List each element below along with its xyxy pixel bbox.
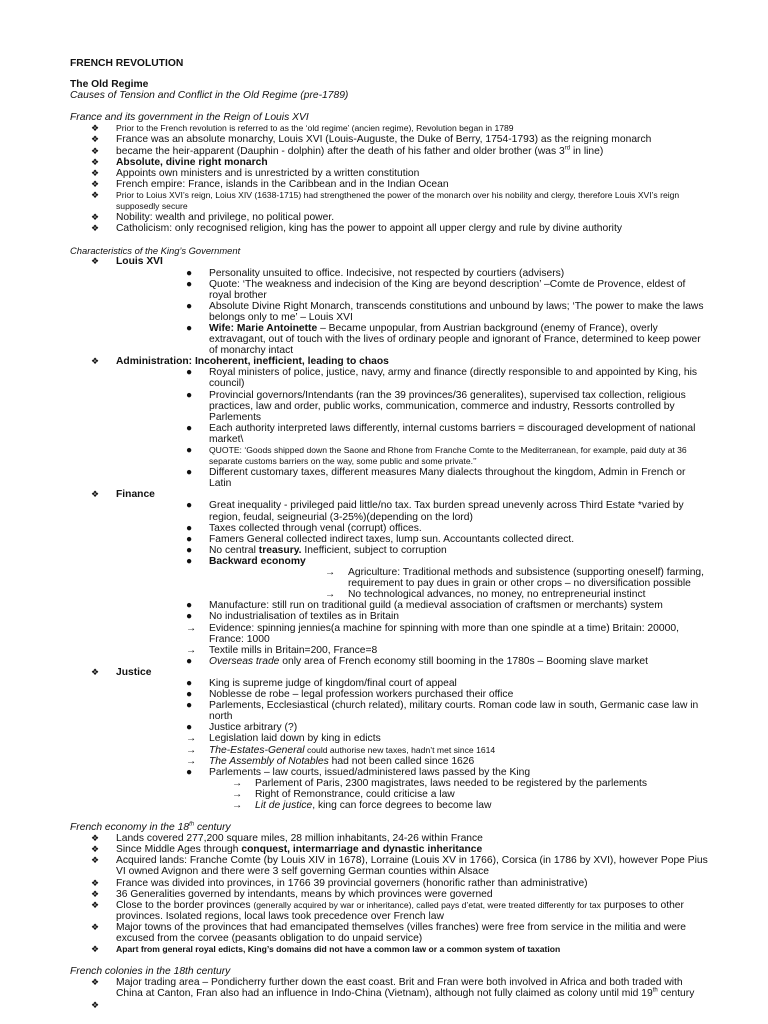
list-item: ❖ Lands covered 277,200 square miles, 28 million inhabitants, 24-26 within France — [91, 833, 483, 845]
list-item: ● Noblesse de robe – legal profession workers purchased their office — [186, 689, 514, 701]
diamond-bullet-icon: ❖ — [91, 921, 100, 932]
dot-bullet-icon: ● — [186, 555, 193, 567]
list-item: ● Royal ministers of police, justice, navy, army and finance (directly responsible to and appointed by King, his council) — [186, 367, 698, 390]
dot-bullet-icon: ● — [186, 611, 193, 623]
diamond-bullet-icon: ❖ — [91, 189, 100, 200]
list-item: ● Famers General collected indirect taxes, lump sun. Accountants collected direct. — [186, 533, 575, 545]
list-item: ❖ Major towns of the provinces that had emancipated themselves (villes franches) were free from service in the militia and were excused from the corvee (peasants obligation to do unpaid service) — [91, 921, 687, 945]
list-item: ❖ France was divided into provinces, in 1766 39 provincial governers (honorific rather than administrative) — [91, 877, 588, 889]
dot-bullet-icon: ● — [186, 445, 193, 456]
list-item: → Parlement of Paris, 2300 magistrates, laws needed to be registered by the parlements — [232, 777, 648, 789]
list-item: → Agriculture: Traditional methods and subsistence (supporting oneself) farming, requirement to pay dues in grain or other crops – no diversification possible — [325, 567, 705, 590]
list-item: ❖ Finance ● Great inequality - privileged paid little/no tax. Tax burden spread unevenly across Third Estate *varied by region, feudal, seigneurial (3-25%)(depending on the lord) ● Taxes collected through venal (corrupt) offices. ● Famers General collected indirect taxes, lump sun. Accountants collected direct. ● No central treasury. Inefficient, subject to corruption ● Backward economy → Agriculture: Traditional methods and subsistence (supporting oneself) farming, requirement to pay dues in grain or other crops – no diversification possible → No technological advances, no money, no entrepreneurial instinct ● Manufacture: still run on traditional guild (a medieval association of craftsmen or merchants) system ● No industrialisation of textiles as in Britain → Evidence: spinning jennies(a machine for spinning with more than one spindle at a time) Britain: 20000, France: 1000 → Textile mills in Britain=200, France=8 ● Overseas trade only area of French economy still booming in the 1780s – Booming slave market — [70, 489, 710, 667]
diamond-bullet-icon: ❖ — [91, 167, 100, 178]
diamond-bullet-icon: ❖ — [91, 212, 100, 223]
arrow-bullet-icon: → — [232, 788, 243, 800]
arrow-bullet-icon: → — [186, 644, 197, 656]
list-item — [70, 1000, 710, 1011]
diamond-bullet-icon: ❖ — [91, 944, 100, 955]
arrow-bullet-icon: → — [186, 622, 197, 634]
diamond-bullet-icon: ❖ — [91, 156, 100, 167]
arrow-bullet-icon: → — [186, 733, 197, 745]
diamond-bullet-icon: ❖ — [91, 134, 100, 145]
list-item: ❖ French empire: France, islands in the Caribbean and in the Indian Ocean — [91, 178, 449, 190]
list-item: ● Backward economy → Agriculture: Traditional methods and subsistence (supporting oneself) farming, requirement to pay dues in grain or other crops – no diversification possible → No technological advances, no money, no entrepreneurial instinct — [116, 556, 710, 600]
dot-bullet-icon: ● — [186, 267, 193, 279]
list-item: ● Provincial governors/Intendants (ran the 39 provinces/36 generalites), supervised tax collection, religious practices, law and order, public works, communication, commerce and industry, Ressorts controlled by Parlements — [186, 389, 686, 423]
list-item: ❖ Justice ● King is supreme judge of kingdom/final court of appeal ● Noblesse de robe – legal profession workers purchased their office ● Parlements, Ecclesiastical (church related), military courts. Roman code law in south, Germanic case law in north ● Justice arbitrary (?) → Legislation laid down by king in edicts → The-Estates-General could authorise new taxes, hadn’t met since 1614 → The Assembly of Notables had not been called since 1626 ● Parlements – law courts, issued/administered laws passed by the King → Parlement of Paris, 2300 magistrates, laws needed to be registered by the parlements → Right of Remonstrance, could criticise a law → Lit de justice, king can force degrees to become law — [70, 667, 710, 811]
list-item: ❖ Administration: Incoherent, inefficient, leading to chaos ● Royal ministers of police, justice, navy, army and finance (directly responsible to and appointed by King, his council) ● Provincial governors/Intendants (ran the 39 provinces/36 generalites), supervised tax collection, religious practices, law and order, public works, communication, commerce and industry, Ressorts controlled by Parlements ● Each authority interpreted laws differently, internal customs barriers = discouraged development of national market\ ● QUOTE: ‘Goods shipped down the Saone and Rhone from Franche Comte to the Mediterranean, for example, paid duty at 36 separate customs barriers on the way, some public and some private.’’ ● Different customary taxes, different measures Many dialects throughout the kingdom, Admin in French or Latin — [70, 356, 710, 489]
list-item: → Textile mills in Britain=200, France=8 — [186, 644, 378, 656]
dot-bullet-icon: ● — [186, 500, 193, 512]
bullet-list — [70, 123, 710, 234]
dot-bullet-icon: ● — [186, 544, 193, 556]
list-item: ❖ France was an absolute monarchy, Louis XVI (Louis-Auguste, the Duke of Berry, 1754-1793) as the reigning monarch — [91, 134, 652, 146]
subsection-title: Characteristics of the King’s Government — [70, 245, 241, 257]
list-item: ❖ Close to the border provinces (generally acquired by war or inheritance), called pays d’etat, were treated differently for tax purposes to other provinces. Isolated regions, local laws took precedence over French law — [91, 899, 684, 922]
list-item: ● Overseas trade only area of French economy still booming in the 1780s – Booming slave market — [186, 655, 648, 667]
list-item: ❖ Acquired lands: Franche Comte (by Louis XIV in 1678), Lorraine (Louis XV in 1766), Corsica (in 1786 by XVI), however Pope Pius VI owned Avignon and there were 3 self governing German counties within Alsace — [91, 855, 708, 878]
list-item: ● Different customary taxes, different measures Many dialects throughout the kingdom, Admin in French or Latin — [186, 467, 686, 490]
list-item: ❖ Since Middle Ages through conquest, intermarriage and dynastic inheritance — [91, 844, 483, 856]
list-item: → Legislation laid down by king in edicts — [186, 733, 381, 745]
list-item: → The Assembly of Notables had not been called since 1626 — [186, 755, 475, 767]
list-item: → No technological advances, no money, no entrepreneurial instinct — [325, 589, 646, 601]
list-item: ● Quote: ‘The weakness and indecision of the King are beyond description’ –Comte de Provence, eldest of royal brother — [186, 278, 686, 301]
subsection-title: France and its government in the Reign of Louis XVI — [70, 112, 309, 124]
bullet-list — [70, 833, 710, 955]
list-item: ❖ became the heir-apparent (Dauphin - dolphin) after the death of his father and older brother (was 3rd in line) — [91, 145, 604, 157]
dot-bullet-icon: ● — [186, 689, 193, 701]
dot-bullet-icon: ● — [186, 655, 193, 667]
list-item: ❖ 36 Generalities governed by intendants, means by which provinces were governed — [91, 888, 493, 900]
dot-bullet-icon: ● — [186, 766, 193, 778]
list-item: ● Parlements, Ecclesiastical (church related), military courts. Roman code law in south, Germanic case law in north — [186, 700, 699, 723]
arrow-bullet-icon: → — [232, 800, 243, 811]
diamond-bullet-icon: ❖ — [91, 666, 100, 677]
dot-bullet-icon: ● — [186, 522, 193, 534]
arrow-bullet-icon: → — [186, 744, 197, 756]
diamond-bullet-icon: ❖ — [91, 145, 100, 156]
bullet-list — [70, 256, 710, 811]
arrow-bullet-icon: → — [325, 567, 336, 579]
subsection-title: French colonies in the 18th century — [70, 966, 231, 978]
diamond-bullet-icon: ❖ — [91, 888, 100, 899]
diamond-bullet-icon: ❖ — [91, 999, 100, 1010]
list-item: ● Manufacture: still run on traditional guild (a medieval association of craftsmen or merchants) system — [186, 600, 663, 612]
dot-bullet-icon: ● — [186, 600, 193, 612]
dot-bullet-icon: ● — [186, 467, 193, 479]
diamond-bullet-icon: ❖ — [91, 489, 100, 500]
list-item: ● Justice arbitrary (?) → Legislation laid down by king in edicts → The-Estates-General could authorise new taxes, hadn’t met since 1614 → The Assembly of Notables had not been called since 1626 — [116, 722, 710, 766]
diamond-bullet-icon: ❖ — [91, 123, 100, 134]
list-item: ● Taxes collected through venal (corrupt) offices. — [186, 522, 422, 534]
arrow-bullet-icon: → — [232, 777, 243, 789]
dot-bullet-icon: ● — [186, 278, 193, 290]
dot-bullet-icon: ● — [186, 533, 193, 545]
list-item: ● Personality unsuited to office. Indecisive, not respected by courtiers (advisers) — [186, 267, 565, 279]
dot-bullet-icon: ● — [186, 722, 193, 734]
diamond-bullet-icon: ❖ — [91, 877, 100, 888]
document-page — [70, 58, 710, 1011]
list-item: ● Absolute Divine Right Monarch, transcends constitutions and unbound by laws; ‘The power to make the laws belongs only to me’ – Louis XVI — [186, 300, 704, 323]
list-item: ● Parlements – law courts, issued/administered laws passed by the King → Parlement of Paris, 2300 magistrates, laws needed to be registered by the parlements → Right of Remonstrance, could criticise a law → Lit de justice, king can force degrees to become law — [116, 767, 710, 811]
diamond-bullet-icon: ❖ — [91, 833, 100, 844]
diamond-bullet-icon: ❖ — [91, 844, 100, 855]
list-item: ❖ Major trading area – Pondicherry further down the east coast. Brit and Fran were both involved in Africa and both traded with China at Canton, Fran also had an influence in Indo-China (Vietnam), although not fully claimed as colony until mid 19th century — [91, 977, 695, 1000]
list-item: ● No industrialisation of textiles as in Britain — [186, 611, 400, 623]
arrow-bullet-icon: → — [325, 589, 336, 601]
list-item: ● No central treasury. Inefficient, subject to corruption — [186, 544, 447, 556]
list-item: ❖ Appoints own ministers and is unrestricted by a written constitution — [91, 167, 420, 179]
dot-bullet-icon: ● — [186, 677, 193, 689]
dot-bullet-icon: ● — [186, 367, 193, 379]
bullet-list — [70, 977, 710, 1010]
subsection-title: French economy in the 18th century — [70, 821, 231, 834]
diamond-bullet-icon: ❖ — [91, 223, 100, 234]
list-item: ❖ Catholicism: only recognised religion, king has the power to appoint all upper clergy and rule by divine authority — [91, 223, 622, 235]
list-item: ● QUOTE: ‘Goods shipped down the Saone and Rhone from Franche Comte to the Mediterranean, for example, paid duty at 36 separate customs barriers on the way, some public and some private.’’ — [186, 445, 687, 467]
diamond-bullet-icon: ❖ — [91, 899, 100, 910]
dot-bullet-icon: ● — [186, 389, 193, 401]
list-item: → Right of Remonstrance, could criticise a law — [232, 788, 455, 800]
diamond-bullet-icon: ❖ — [91, 356, 100, 367]
arrow-bullet-icon: → — [186, 755, 197, 767]
dot-bullet-icon: ● — [186, 700, 193, 712]
list-item: ❖ Prior to the French revolution is referred to as the ‘old regime’ (ancien regime), Revolution began in 1789 — [91, 123, 514, 134]
list-item: ● Great inequality - privileged paid little/no tax. Tax burden spread unevenly across Third Estate *varied by region, feudal, seigneurial (3-25%)(depending on the lord) — [186, 500, 684, 523]
list-item: → Evidence: spinning jennies(a machine for spinning with more than one spindle at a time) Britain: 20000, France: 1000 — [186, 622, 679, 645]
list-item: → Lit de justice, king can force degrees to become law — [232, 800, 492, 811]
diamond-bullet-icon: ❖ — [91, 855, 100, 866]
list-item: ● Each authority interpreted laws differently, internal customs barriers = discouraged development of national market\ — [186, 422, 696, 445]
section-heading: The Old Regime — [70, 79, 149, 91]
list-item: ● Wife: Marie Antoinette – Became unpopular, from Austrian background (enemy of France), overly extravagant, out of touch with the lives of ordinary people and ignorant of France, determined to keep power of monarchy intact — [186, 322, 701, 357]
document-title: FRENCH REVOLUTION — [70, 58, 184, 69]
dot-bullet-icon: ● — [186, 300, 193, 312]
diamond-bullet-icon: ❖ — [91, 178, 100, 189]
diamond-bullet-icon: ❖ — [91, 977, 100, 988]
list-item: ❖ Absolute, divine right monarch — [91, 156, 268, 168]
section-subheading: Causes of Tension and Conflict in the Old Regime (pre-1789) — [70, 90, 349, 102]
list-item: ❖ Louis XVI ● Personality unsuited to office. Indecisive, not respected by courtiers (advisers) ● Quote: ‘The weakness and indecision of the King are beyond description’ –Comte de Provence, eldest of royal brother ● Absolute Divine Right Monarch, transcends constitutions and unbound by laws; ‘The power to make the laws belongs only to me’ – Louis XVI ● Wife: Marie Antoinette – Became unpopular, from Austrian background (enemy of France), overly extravagant, out of touch with the lives of ordinary people and ignorant of France, determined to keep power of monarchy intact — [70, 256, 710, 356]
list-item: ● King is supreme judge of kingdom/final court of appeal — [186, 677, 457, 689]
list-item: ❖ Prior to Loius XVI’s reign, Loius XIV (1638-1715) had strengthened the power of the monarch over his nobility and clergy, therefore Louis XVI’s reign supposedly secure — [91, 189, 680, 212]
list-item: → The-Estates-General could authorise new taxes, hadn’t met since 1614 — [186, 744, 496, 756]
diamond-bullet-icon: ❖ — [91, 256, 100, 267]
dot-bullet-icon: ● — [186, 322, 193, 334]
dot-bullet-icon: ● — [186, 422, 193, 434]
list-item: ❖ Nobility: wealth and privilege, no political power. — [91, 212, 335, 224]
list-item: ❖ Apart from general royal edicts, King’s domains did not have a common law or a common system of taxation — [91, 944, 561, 955]
